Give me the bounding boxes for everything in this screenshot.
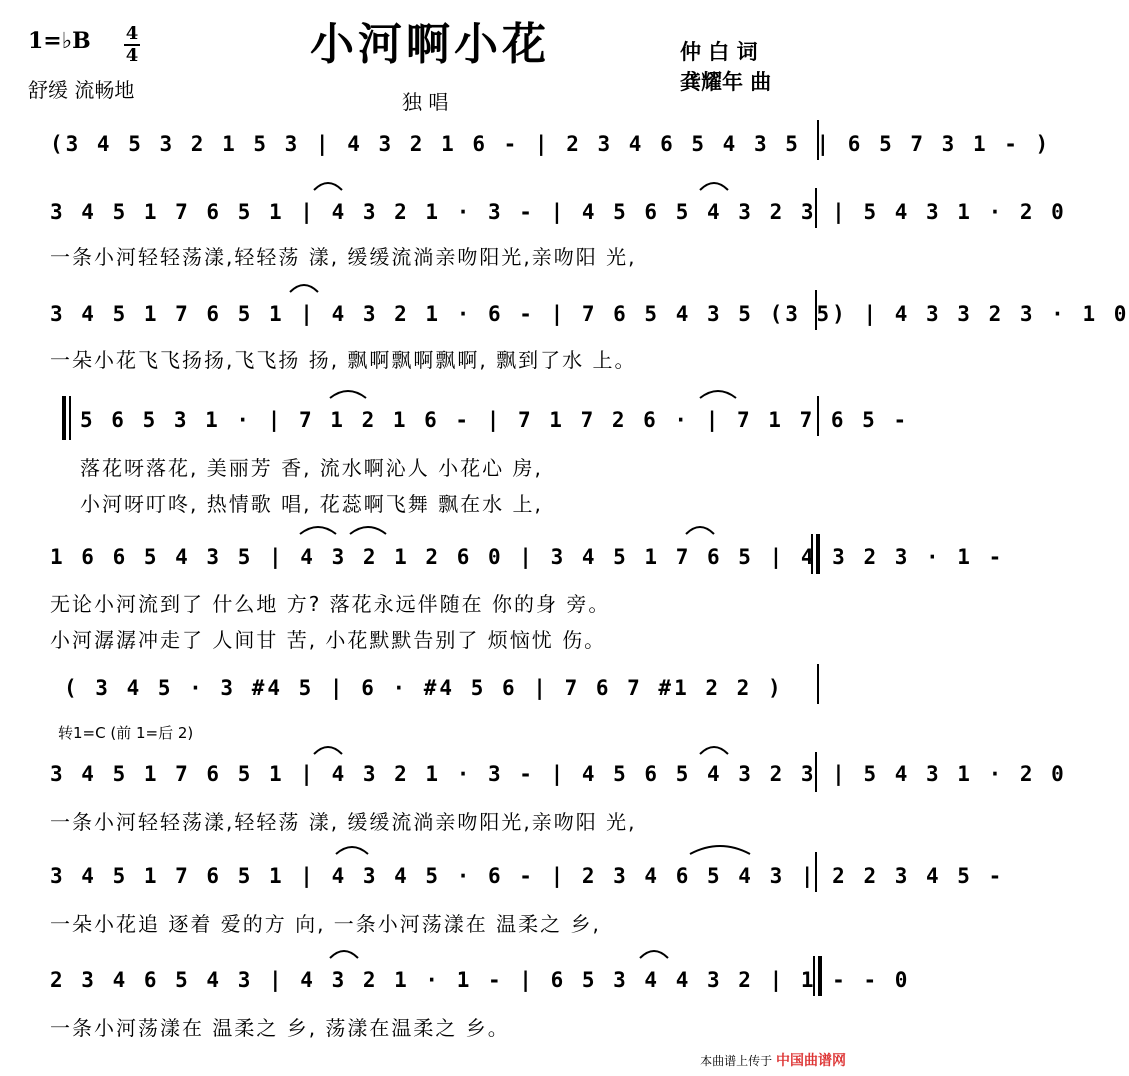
score-system-4: 1 6 6 5 4 3 5 | 4 3 2 1 2 6 0 | 3 4 5 1 7 6 5 | 4 3 2 3 · 1 -	[50, 545, 1005, 569]
performance-marking: 独 唱	[402, 90, 449, 114]
lyric-line: 落花呀落花, 美丽芳 香, 流水啊沁人 小花心 房,	[80, 456, 543, 480]
score-system-8: 2 3 4 6 5 4 3 | 4 3 2 1 · 1 - | 6 5 3 4 4 3 2 | 1 - - 0	[50, 968, 911, 992]
score-system-6: 3 4 5 1 7 6 5 1 | 4 3 2 1 · 3 - | 4 5 6 5 4 3 2 3 | 5 4 3 1 · 2 0	[50, 762, 1067, 786]
site-logo[interactable]: 中国曲谱网	[776, 1053, 846, 1069]
modulation-note: 转1=C (前 1=后 2)	[58, 724, 194, 742]
lyric-line: 一条小河轻轻荡漾,轻轻荡 漾, 缓缓流淌亲吻阳光,亲吻阳 光,	[50, 245, 637, 269]
footer	[700, 1050, 846, 1070]
score-system-3: 5 6 5 3 1 · | 7 1 2 1 6 - | 7 1 7 2 6 · | 7 1 7 6 5 -	[80, 408, 910, 432]
lyric-line: 一朵小花追 逐着 爱的方 向, 一条小河荡漾在 温柔之 乡,	[50, 912, 601, 936]
key-signature: 1=♭B	[28, 28, 91, 54]
score-system-1: 3 4 5 1 7 6 5 1 | 4 3 2 1 · 3 - | 4 5 6 5 4 3 2 3 | 5 4 3 1 · 2 0	[50, 200, 1067, 224]
composer-credit: 龚耀年 曲	[680, 70, 772, 94]
score-system-7: 3 4 5 1 7 6 5 1 | 4 3 4 5 · 6 - | 2 3 4 6 5 4 3 | 2 2 3 4 5 -	[50, 864, 1005, 888]
lyric-line: 无论小河流到了 什么地 方? 落花永远伴随在 你的身 旁。	[50, 592, 611, 616]
lyric-line: 一条小河荡漾在 温柔之 乡, 荡漾在温柔之 乡。	[50, 1016, 510, 1040]
footer-uploaded: 本曲谱上传于	[700, 1054, 773, 1068]
lyricist-credit: 仲 白 词	[680, 40, 758, 64]
lyric-line: 一条小河轻轻荡漾,轻轻荡 漾, 缓缓流淌亲吻阳光,亲吻阳 光,	[50, 810, 637, 834]
score-system-0: (3 4 5 3 2 1 5 3 | 4 3 2 1 6 - | 2 3 4 6 5 4 3 5 | 6 5 7 3 1 - )	[50, 132, 1052, 156]
lyric-line: 小河呀叮咚, 热情歌 唱, 花蕊啊飞舞 飘在水 上,	[80, 492, 543, 516]
time-signature-bottom: 4	[125, 45, 139, 66]
lyric-line: 一朵小花飞飞扬扬,飞飞扬 扬, 飘啊飘啊飘啊, 飘到了水 上。	[50, 348, 637, 372]
score-system-2: 3 4 5 1 7 6 5 1 | 4 3 2 1 · 6 - | 7 6 5 4 3 5 (3 5) | 4 3 3 2 3 · 1 0	[50, 302, 1129, 326]
score-system-5: ( 3 4 5 · 3 #4 5 | 6 · #4 5 6 | 7 6 7 #1 2 2 )	[64, 676, 784, 700]
lyric-line: 小河潺潺冲走了 人间甘 苦, 小花默默告别了 烦恼忧 伤。	[50, 628, 607, 652]
time-signature-top: 4	[125, 23, 139, 44]
song-title: 小河啊小花	[310, 19, 550, 70]
tempo-marking: 舒缓 流畅地	[28, 78, 135, 102]
